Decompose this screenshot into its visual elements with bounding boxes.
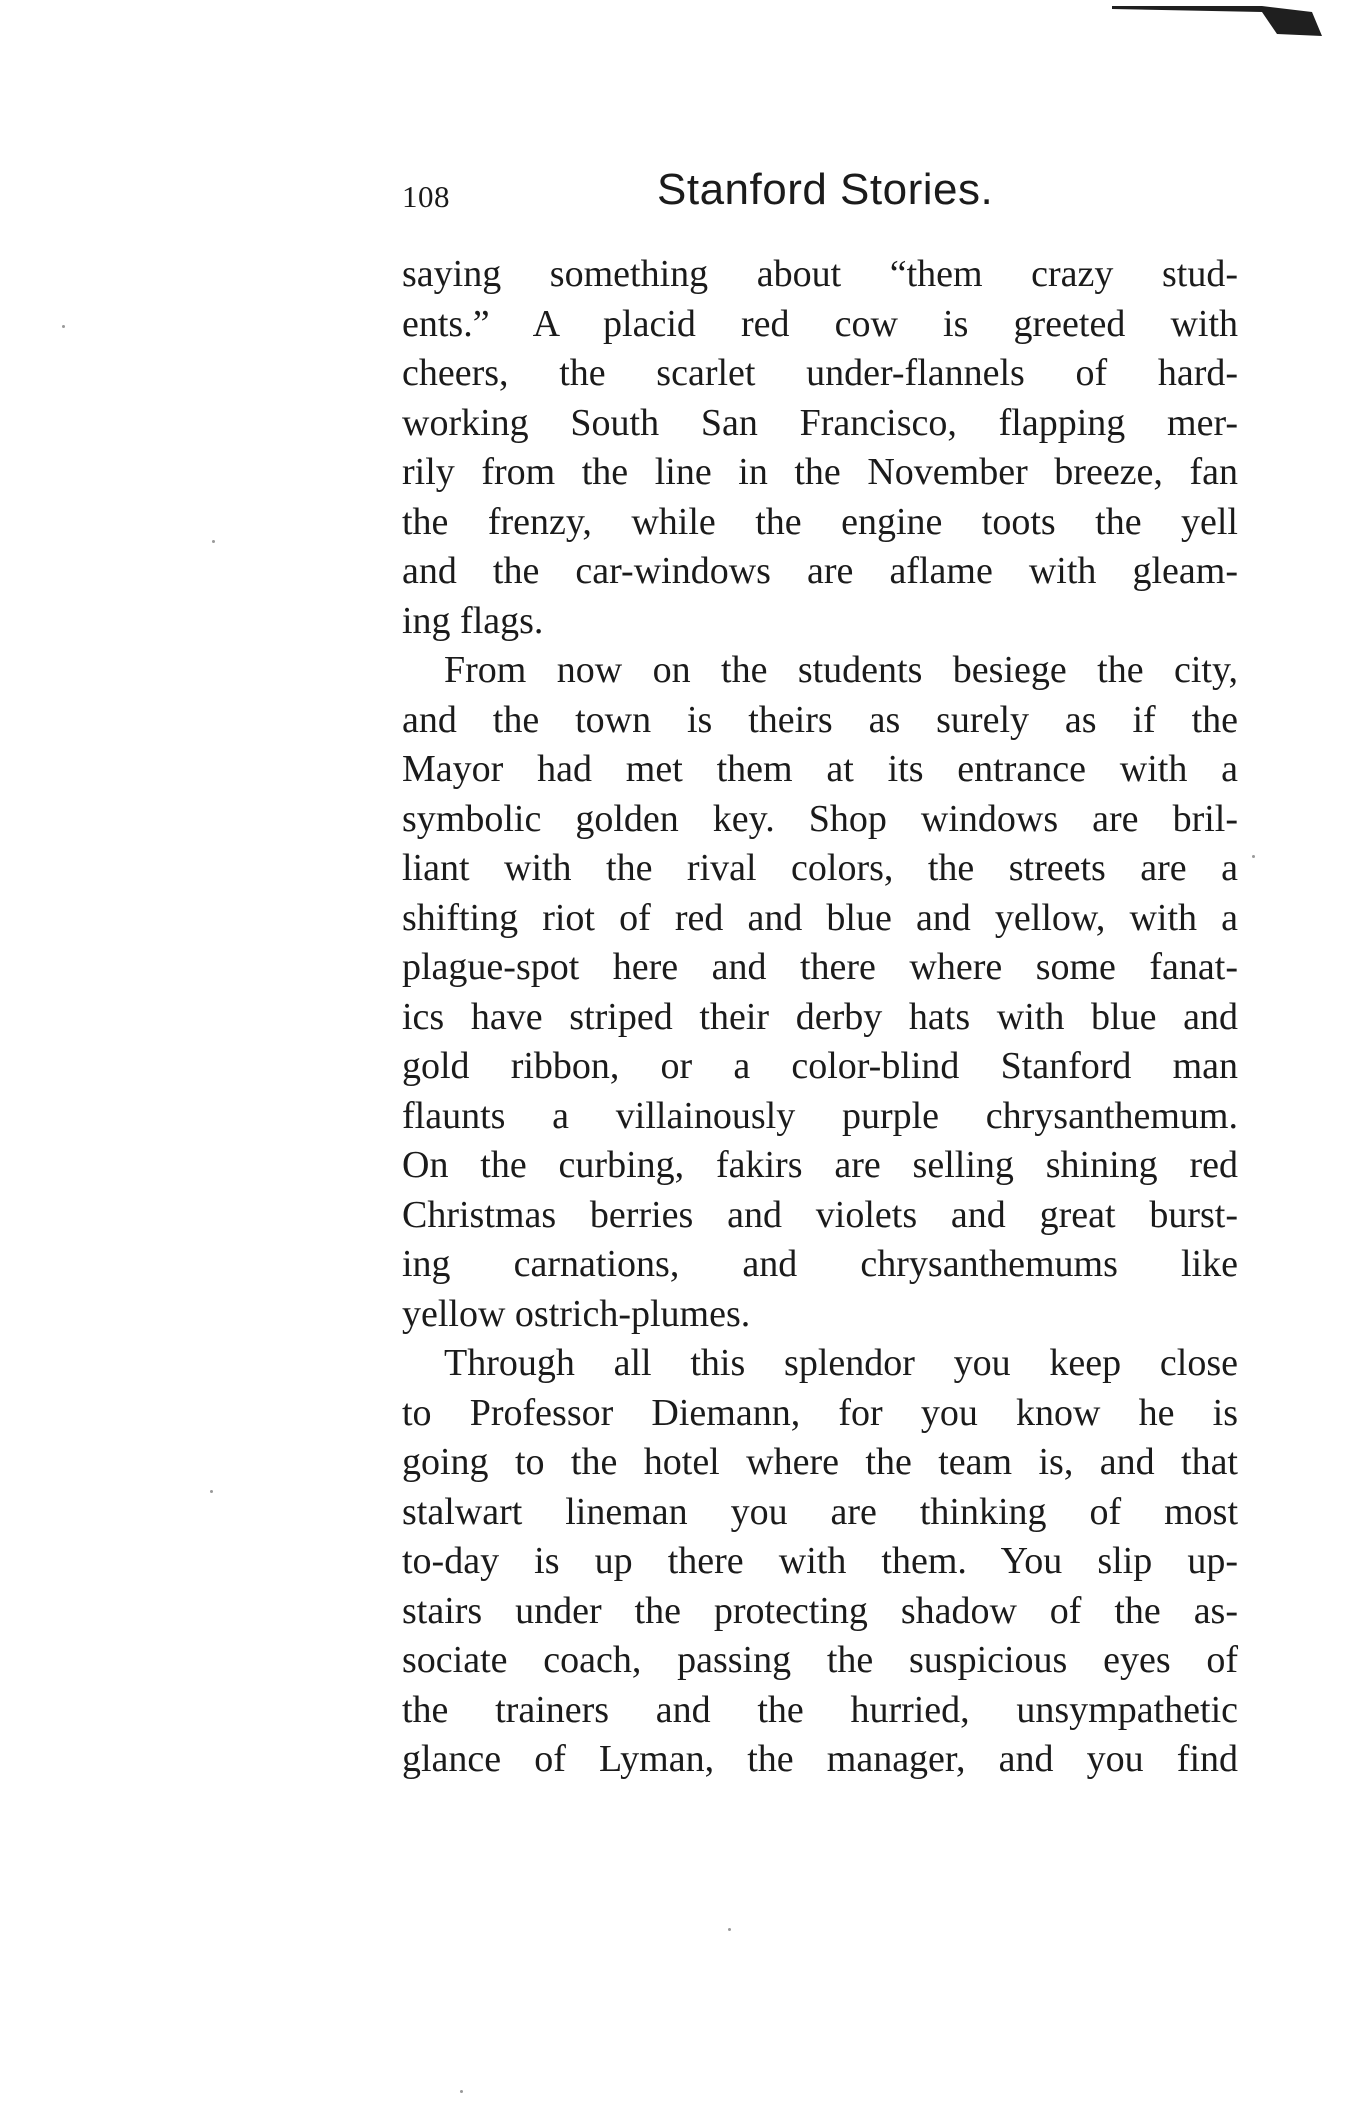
text-line: Christmas berries and violets and great burst- — [402, 1193, 1238, 1236]
text-line: shifting riot of red and blue and yellow, with a — [402, 896, 1238, 939]
text-line: to Professor Diemann, for you know he is — [402, 1391, 1238, 1434]
page-number: 108 — [402, 179, 450, 214]
scan-speck — [212, 540, 215, 543]
text-line: the frenzy, while the engine toots the yell — [402, 500, 1238, 543]
text-line: ics have striped their derby hats with blue and — [402, 995, 1238, 1038]
text-line: the trainers and the hurried, unsympathetic — [402, 1688, 1238, 1731]
text-line: gold ribbon, or a color-blind Stanford man — [402, 1045, 1238, 1087]
scan-edge-mark — [1112, 0, 1322, 36]
text-line: On the curbing, fakirs are selling shining red — [402, 1144, 1238, 1186]
book-title: Stanford Stories. — [657, 165, 994, 214]
text-line: stairs under the protecting shadow of the as- — [402, 1589, 1238, 1632]
text-line: glance of Lyman, the manager, and you find — [402, 1738, 1238, 1780]
paragraph-start-line: From now on the students besiege the city, — [444, 649, 1238, 691]
text-line: and the car-windows are aflame with gleam- — [402, 550, 1238, 592]
scan-speck — [460, 2090, 463, 2093]
text-line: rily from the line in the November breeze, fan — [402, 451, 1238, 493]
text-line: stalwart lineman you are thinking of most — [402, 1490, 1238, 1533]
text-line: and the town is theirs as surely as if the — [402, 698, 1238, 741]
text-line: ents.” A placid red cow is greeted with — [402, 302, 1238, 345]
text-line: liant with the rival colors, the streets are a — [402, 847, 1238, 889]
text-line: plague-spot here and there where some fanat- — [402, 946, 1238, 988]
text-line: saying something about “them crazy stud- — [402, 253, 1238, 295]
paragraph-start-line: Through all this splendor you keep close — [444, 1342, 1238, 1384]
scan-speck — [1252, 855, 1255, 858]
text-line: working South San Francisco, flapping mer- — [402, 401, 1238, 444]
body-text — [402, 250, 1238, 1785]
text-line: to-day is up there with them. You slip up- — [402, 1540, 1238, 1582]
text-line: yellow ostrich-plumes. — [402, 1292, 751, 1335]
text-line: ing flags. — [402, 599, 544, 642]
scan-speck — [210, 1490, 213, 1493]
text-line: going to the hotel where the team is, and that — [402, 1441, 1238, 1483]
text-line: cheers, the scarlet under-flannels of hard- — [402, 352, 1238, 394]
text-line: sociate coach, passing the suspicious eyes of — [402, 1639, 1238, 1681]
text-line: ing carnations, and chrysanthemums like — [402, 1243, 1238, 1285]
text-line: symbolic golden key. Shop windows are bril- — [402, 797, 1238, 840]
text-line: Mayor had met them at its entrance with a — [402, 748, 1238, 790]
text-line: flaunts a villainously purple chrysanthemum. — [402, 1094, 1238, 1137]
running-head — [402, 165, 1242, 225]
scan-speck — [728, 1928, 731, 1931]
scan-speck — [62, 325, 65, 328]
